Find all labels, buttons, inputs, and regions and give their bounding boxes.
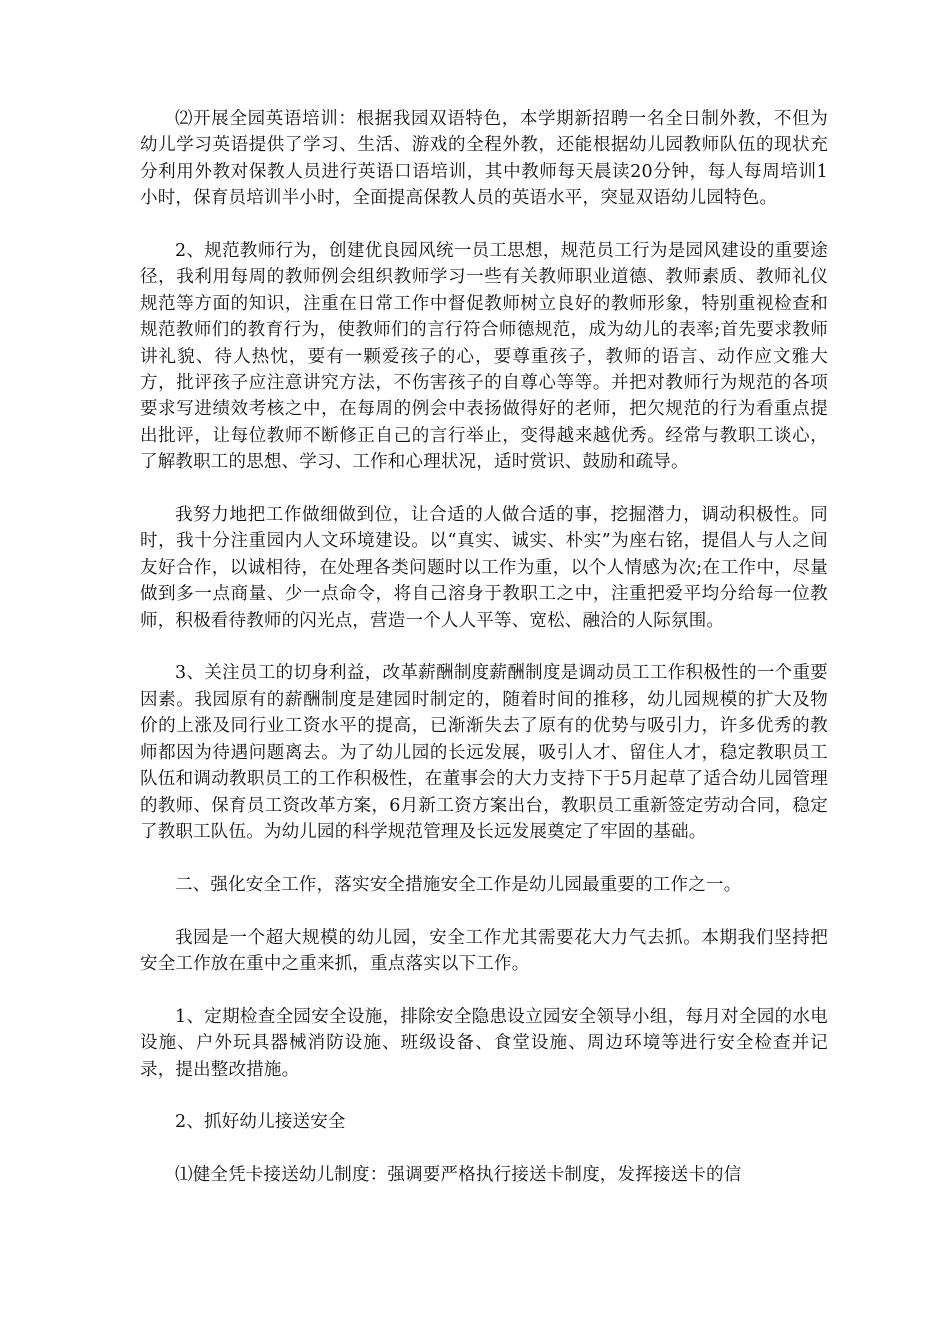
- document-body: [140, 106, 828, 1189]
- paragraph-pickup-safety: 2、抓好幼儿接送安全: [175, 1112, 346, 1133]
- paragraph-salary-reform: 3、关注员工的切身利益，改革薪酬制度薪酬制度是调动员工工作积极性的一个重要因素。我园原有的薪酬制度是建园时制定的，随着时间的推移，幼儿园规模的扩大及物价的上涨及同行业工资水平的提高，已渐渐失去了原有的优势与吸引力，许多优秀的教师都因为待遇问题离去。为了幼儿园的长远发展，吸引人才、留住人才，稳定教职员工队伍和调动教职员工的工作积极性，在董事会的大力支持下于5月起草了适合幼儿园管理的教师、保育员工资改革方案，6月新工资方案出台，教职员工重新签定劳动合同，稳定了教职工队伍。为幼儿园的科学规范管理及长远发展奠定了牢固的基础。: [140, 663, 828, 842]
- paragraph-pickup-card: ⑴健全凭卡接送幼儿制度：强调要严格执行接送卡制度，发挥接送卡的信: [175, 1165, 742, 1186]
- paragraph-facility-inspection: 1、定期检查全园安全设施，排除安全隐患设立园安全领导小组，每月对全园的水电设施、户外玩具器械消防设施、班级设备、食堂设施、周边环境等进行安全检查并记录，提出整改措施。: [140, 1006, 828, 1080]
- paragraph-teacher-conduct: 2、规范教师行为，创建优良园风统一员工思想，规范员工行为是园风建设的重要途径，我利用每周的教师例会组织教师学习一些有关教师职业道德、教师素质、教师礼仪规范等方面的知识，注重在日常工作中督促教师树立良好的教师形象，特别重视检查和规范教师们的教育行为，使教师们的言行符合师德规范，成为幼儿的表率;首先要求教师讲礼貌、待人热忱，要有一颗爱孩子的心，要尊重孩子，教师的语言、动作应文雅大方，批评孩子应注意讲究方法，不伤害孩子的自尊心等等。并把对教师行为规范的各项要求写进绩效考核之中，在每周的例会中表扬做得好的老师，把欠规范的行为看重点提出批评，让每位教师不断修正自己的言行举止，变得越来越优秀。经常与教职工谈心，了解教职工的思想、学习、工作和心理状况，适时赏识、鼓励和疏导。: [140, 241, 828, 473]
- paragraph-english-training: ⑵开展全园英语培训：根据我园双语特色，本学期新招聘一名全日制外教，不但为幼儿学习英语提供了学习、生活、游戏的全程外教，还能根据幼儿园教师队伍的现状充分利用外教对保教人员进行英语口语培训，其中教师每天晨读20分钟，每人每周培训1小时，保育员培训半小时，全面提高保教人员的英语水平，突显双语幼儿园特色。: [140, 109, 828, 209]
- paragraph-work-environment: 我努力地把工作做细做到位，让合适的人做合适的事，挖掘潜力，调动积极性。同时，我十分注重园内人文环境建设。以“真实、诚实、朴实”为座右铭，提倡人与人之间友好合作，以诚相待，在处理各类问题时以工作为重，以个人情感为次;在工作中，尽量做到多一点商量、少一点命令，将自己溶身于教职工之中，注重把爱平均分给每一位教师，积极看待教师的闪光点，营造一个人人平等、宽松、融洽的人际氛围。: [140, 505, 828, 631]
- paragraph-safety-heading: 二、强化安全工作，落实安全措施安全工作是幼儿园最重要的工作之一。: [175, 874, 742, 895]
- paragraph-safety-intro: 我园是一个超大规模的幼儿园，安全工作尤其需要花大力气去抓。本期我们坚持把安全工作放在重中之重来抓，重点落实以下工作。: [140, 927, 828, 974]
